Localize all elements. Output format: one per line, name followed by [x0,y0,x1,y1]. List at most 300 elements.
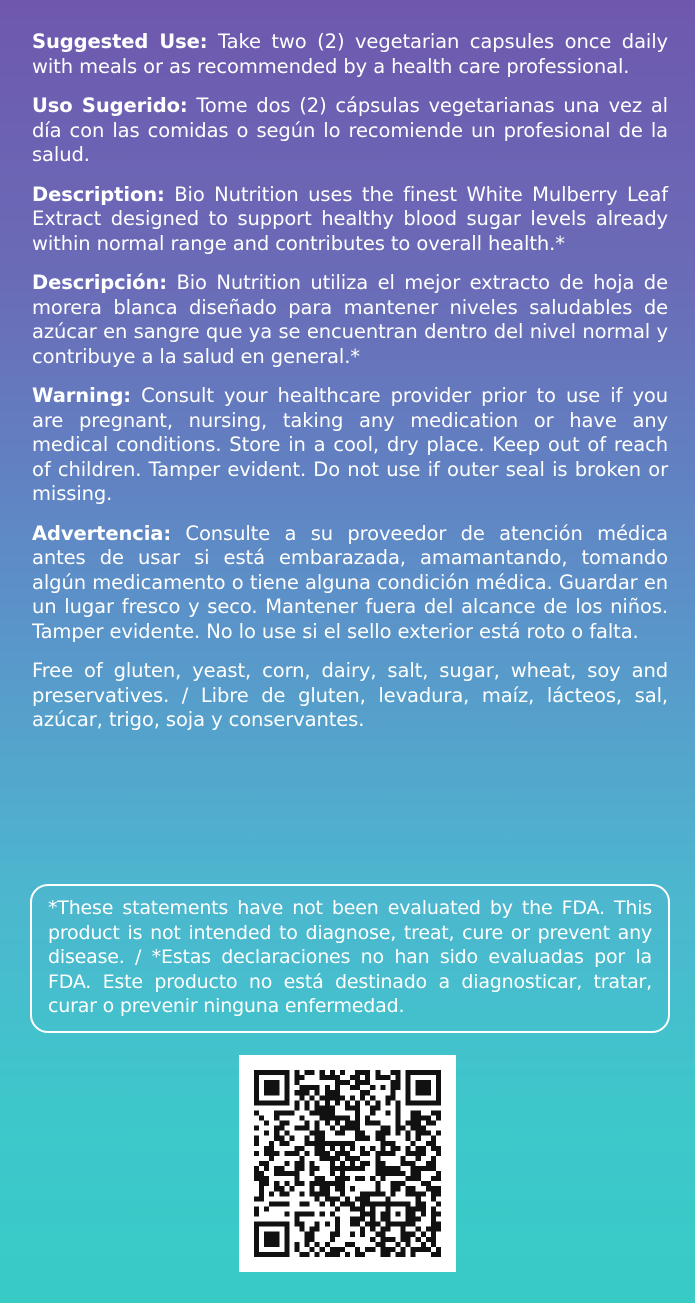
qr-module [390,1222,395,1227]
qr-module [325,1121,330,1126]
qr-module [355,1136,360,1141]
qr-module [330,1171,335,1176]
qr-module [264,1100,269,1105]
qr-module [370,1191,375,1196]
qr-module [370,1222,375,1227]
qr-module [375,1242,380,1247]
qr-module [406,1146,411,1151]
qr-module [370,1095,375,1100]
qr-module [365,1222,370,1227]
qr-module [365,1161,370,1166]
qr-module [380,1176,385,1181]
qr-module [411,1206,416,1211]
label-text-panel [32,30,668,748]
qr-module [340,1191,345,1196]
qr-module [284,1095,289,1100]
qr-module [390,1146,395,1151]
qr-module [350,1222,355,1227]
qr-module [426,1166,431,1171]
qr-module [365,1136,370,1141]
qr-module [350,1141,355,1146]
qr-module [416,1070,421,1075]
qr-module [305,1232,310,1237]
qr-module [396,1110,401,1115]
qr-module [284,1242,289,1247]
qr-module [426,1115,431,1120]
qr-module [264,1176,269,1181]
qr-module [401,1201,406,1206]
qr-module [274,1090,279,1095]
qr-module [315,1105,320,1110]
qr-module [385,1237,390,1242]
qr-module [406,1085,411,1090]
qr-module [365,1201,370,1206]
qr-module [431,1206,436,1211]
qr-module [340,1186,345,1191]
qr-module [401,1171,406,1176]
qr-module [325,1115,330,1120]
qr-module [254,1206,259,1211]
qr-module [375,1131,380,1136]
qr-module [396,1212,401,1217]
advertencia-heading: Advertencia: [32,521,172,545]
qr-module [340,1131,345,1136]
qr-module [426,1186,431,1191]
qr-module [380,1191,385,1196]
qr-module [421,1212,426,1217]
suggested-use-text: Take two (2) vegetarian capsules once daily with meals or as recommended by a health care professional. [32,30,668,78]
qr-module [320,1070,325,1075]
qr-module [436,1252,441,1257]
qr-module [421,1100,426,1105]
qr-module [315,1141,320,1146]
qr-module [264,1206,269,1211]
qr-module [335,1090,340,1095]
qr-module [325,1196,330,1201]
qr-module [416,1217,421,1222]
qr-module [325,1242,330,1247]
qr-module [315,1110,320,1115]
qr-module [315,1181,320,1186]
qr-module [320,1191,325,1196]
qr-module [421,1131,426,1136]
qr-module [380,1151,385,1156]
qr-module [416,1146,421,1151]
qr-module [411,1121,416,1126]
qr-module [340,1070,345,1075]
qr-module [325,1100,330,1105]
qr-module [254,1242,259,1247]
qr-module [264,1232,269,1237]
qr-module [411,1161,416,1166]
qr-module [335,1131,340,1136]
qr-module [320,1212,325,1217]
qr-module [355,1115,360,1120]
qr-module [299,1090,304,1095]
qr-module [310,1237,315,1242]
qr-module [264,1222,269,1227]
qr-module [310,1191,315,1196]
qr-module [390,1141,395,1146]
free-of-paragraph: Free of gluten, yeast, corn, dairy, salt, sugar, wheat, soy and preservatives. / Libre de gluten, levadura, maíz, lácteos, sal, azúcar, trigo, soja y conservantes. [32,659,668,731]
qr-module [406,1176,411,1181]
qr-module [401,1126,406,1131]
qr-module [294,1126,299,1131]
qr-module [411,1176,416,1181]
qr-module [284,1121,289,1126]
qr-module [259,1171,264,1176]
qr-module [406,1191,411,1196]
qr-module [426,1247,431,1252]
qr-module [436,1247,441,1252]
qr-module [375,1151,380,1156]
qr-module [315,1126,320,1131]
qr-module [335,1095,340,1100]
qr-module [431,1242,436,1247]
qr-module [396,1201,401,1206]
qr-module [294,1217,299,1222]
qr-module [315,1227,320,1232]
qr-module [436,1222,441,1227]
qr-module [320,1141,325,1146]
qr-module [345,1105,350,1110]
qr-module [264,1146,269,1151]
qr-module [416,1171,421,1176]
qr-module [350,1232,355,1237]
qr-module [284,1232,289,1237]
qr-module [335,1252,340,1257]
qr-module [305,1121,310,1126]
qr-module [264,1131,269,1136]
qr-module [254,1141,259,1146]
qr-module [299,1227,304,1232]
qr-module [380,1146,385,1151]
qr-module [406,1161,411,1166]
qr-module [345,1201,350,1206]
qr-module [264,1237,269,1242]
qr-module [355,1105,360,1110]
qr-module [315,1100,320,1105]
qr-module [385,1131,390,1136]
descripcion-heading: Descripción: [32,271,167,294]
qr-module [390,1166,395,1171]
qr-module [294,1075,299,1080]
qr-module [284,1080,289,1085]
qr-module [365,1080,370,1085]
qr-module [355,1166,360,1171]
qr-module [269,1090,274,1095]
qr-module [431,1217,436,1222]
qr-module [294,1161,299,1166]
qr-module [380,1242,385,1247]
qr-module [299,1191,304,1196]
qr-module [406,1186,411,1191]
qr-module [264,1080,269,1085]
qr-module [385,1075,390,1080]
qr-module [431,1212,436,1217]
qr-module [305,1090,310,1095]
qr-module [330,1212,335,1217]
qr-module [279,1110,284,1115]
qr-module [396,1242,401,1247]
qr-module [254,1110,259,1115]
qr-module [426,1121,431,1126]
qr-module [436,1146,441,1151]
qr-module [416,1196,421,1201]
qr-module [360,1080,365,1085]
qr-module [305,1136,310,1141]
qr-module [375,1222,380,1227]
qr-module [411,1166,416,1171]
qr-module [385,1126,390,1131]
qr-module [431,1110,436,1115]
fda-disclaimer-box: *These statements have not been evaluated by the FDA. This product is not intended to diagnose, treat, cure or prevent any disease. / *Estas declaraciones no han sido evaluadas por la FDA. Este producto no está destinado a diagnosticar, tratar, curar o prevenir ninguna enfermedad. [30,884,670,1033]
qr-module [360,1252,365,1257]
qr-module [264,1242,269,1247]
uso-sugerido-text: Tome dos (2) cápsulas vegetarianas una vez al día con las comidas o según lo recomiende un profesional de la salud. [32,94,668,166]
qr-module [411,1171,416,1176]
qr-module [385,1212,390,1217]
qr-module [401,1222,406,1227]
qr-module [436,1115,441,1120]
qr-module [310,1186,315,1191]
qr-module [320,1075,325,1080]
qr-module [375,1136,380,1141]
qr-module [254,1176,259,1181]
qr-module [259,1191,264,1196]
qr-module [411,1252,416,1257]
qr-module [431,1136,436,1141]
qr-module [436,1176,441,1181]
qr-module [436,1227,441,1232]
qr-module [380,1085,385,1090]
qr-module [299,1201,304,1206]
qr-module [426,1100,431,1105]
qr-module [294,1242,299,1247]
qr-module [350,1085,355,1090]
qr-module [284,1212,289,1217]
qr-module [299,1095,304,1100]
qr-module [365,1115,370,1120]
qr-module [259,1222,264,1227]
qr-module [390,1237,395,1242]
qr-module [254,1227,259,1232]
qr-module [411,1247,416,1252]
qr-module [340,1080,345,1085]
qr-module [345,1252,350,1257]
qr-module [375,1105,380,1110]
qr-module [421,1201,426,1206]
qr-module [294,1151,299,1156]
qr-module [380,1217,385,1222]
qr-module [340,1115,345,1120]
qr-module [365,1100,370,1105]
qr-module [315,1085,320,1090]
qr-module [421,1242,426,1247]
qr-module [345,1156,350,1161]
qr-module [411,1151,416,1156]
descripcion-text: Bio Nutrition utiliza el mejor extracto de hoja de morera blanca diseñado para mantener niveles saludables de azúcar en sangre que ya se encuentran dentro del nivel normal y contribuye a la salud en general.* [32,271,668,368]
qr-module [254,1247,259,1252]
qr-module [284,1247,289,1252]
qr-module [365,1121,370,1126]
qr-module [350,1242,355,1247]
qr-module [431,1232,436,1237]
qr-module [274,1237,279,1242]
qr-module [401,1252,406,1257]
qr-module [325,1095,330,1100]
qr-module [254,1136,259,1141]
qr-module [431,1070,436,1075]
qr-module [370,1176,375,1181]
qr-module [421,1232,426,1237]
qr-module [406,1237,411,1242]
qr-module [310,1232,315,1237]
qr-module [426,1181,431,1186]
qr-module [259,1070,264,1075]
warning-text: Consult your healthcare provider prior to use if you are pregnant, nursing, taking any medication or have any medical conditions. Store in a cool, dry place. Keep out of reach of children. Tamper evident. Do not use if outer seal is broken or missing. [32,384,668,505]
qr-module [320,1115,325,1120]
qr-module [365,1196,370,1201]
qr-code[interactable] [239,1055,456,1272]
qr-module [310,1131,315,1136]
qr-module [330,1156,335,1161]
qr-module [289,1186,294,1191]
qr-module [406,1151,411,1156]
qr-module [426,1161,431,1166]
qr-module [315,1166,320,1171]
qr-module [269,1222,274,1227]
qr-module [279,1252,284,1257]
qr-module [436,1085,441,1090]
qr-module [335,1151,340,1156]
qr-module [390,1181,395,1186]
qr-module [396,1121,401,1126]
qr-module [385,1222,390,1227]
qr-module [284,1222,289,1227]
qr-module [284,1085,289,1090]
qr-module [431,1252,436,1257]
qr-module [294,1166,299,1171]
qr-module [355,1206,360,1211]
qr-module [284,1237,289,1242]
qr-module [396,1222,401,1227]
qr-module [396,1080,401,1085]
qr-module [254,1232,259,1237]
qr-module [396,1171,401,1176]
qr-module [380,1252,385,1257]
qr-module [279,1201,284,1206]
qr-module [299,1252,304,1257]
qr-module [350,1206,355,1211]
qr-module [431,1176,436,1181]
qr-module [350,1075,355,1080]
qr-module [416,1166,421,1171]
qr-module [375,1186,380,1191]
qr-module [315,1121,320,1126]
qr-module [431,1141,436,1146]
qr-module [315,1242,320,1247]
qr-module [335,1196,340,1201]
qr-module [345,1080,350,1085]
qr-module [401,1227,406,1232]
qr-module [385,1217,390,1222]
qr-module [269,1085,274,1090]
qr-module [305,1100,310,1105]
qr-module [330,1252,335,1257]
qr-module [406,1232,411,1237]
qr-module [315,1151,320,1156]
qr-module [299,1166,304,1171]
qr-module [431,1100,436,1105]
qr-module [380,1161,385,1166]
qr-module [350,1201,355,1206]
qr-module [269,1156,274,1161]
qr-module [390,1080,395,1085]
qr-module [335,1181,340,1186]
qr-module [406,1201,411,1206]
qr-module [335,1115,340,1120]
qr-module [385,1166,390,1171]
qr-module [320,1146,325,1151]
qr-module [396,1070,401,1075]
qr-module [396,1105,401,1110]
qr-module [421,1181,426,1186]
qr-module [325,1252,330,1257]
qr-module [375,1201,380,1206]
qr-module [385,1095,390,1100]
qr-module [340,1176,345,1181]
qr-module [385,1252,390,1257]
qr-module [269,1237,274,1242]
qr-module [355,1100,360,1105]
qr-module [254,1171,259,1176]
qr-module [350,1121,355,1126]
qr-module [254,1212,259,1217]
description-paragraph [32,183,668,257]
qr-module [370,1146,375,1151]
qr-module [355,1252,360,1257]
qr-module [355,1131,360,1136]
qr-module [335,1222,340,1227]
qr-module [390,1191,395,1196]
qr-module [345,1115,350,1120]
qr-module [325,1186,330,1191]
qr-module [284,1070,289,1075]
qr-module [310,1161,315,1166]
qr-module [279,1166,284,1171]
qr-module [254,1085,259,1090]
qr-module [365,1075,370,1080]
qr-module [350,1126,355,1131]
qr-module [380,1141,385,1146]
description-text: Bio Nutrition uses the finest White Mulberry Leaf Extract designed to support healthy blood sugar levels already within normal range and contributes to overall health.* [32,182,668,255]
qr-module [289,1110,294,1115]
qr-module [421,1070,426,1075]
qr-module [294,1222,299,1227]
qr-module [360,1166,365,1171]
qr-module [385,1110,390,1115]
qr-module [269,1151,274,1156]
qr-module [385,1141,390,1146]
qr-module [360,1131,365,1136]
qr-module [305,1141,310,1146]
qr-module [360,1090,365,1095]
qr-module [411,1217,416,1222]
qr-module [279,1126,284,1131]
qr-module [254,1222,259,1227]
qr-module [380,1232,385,1237]
